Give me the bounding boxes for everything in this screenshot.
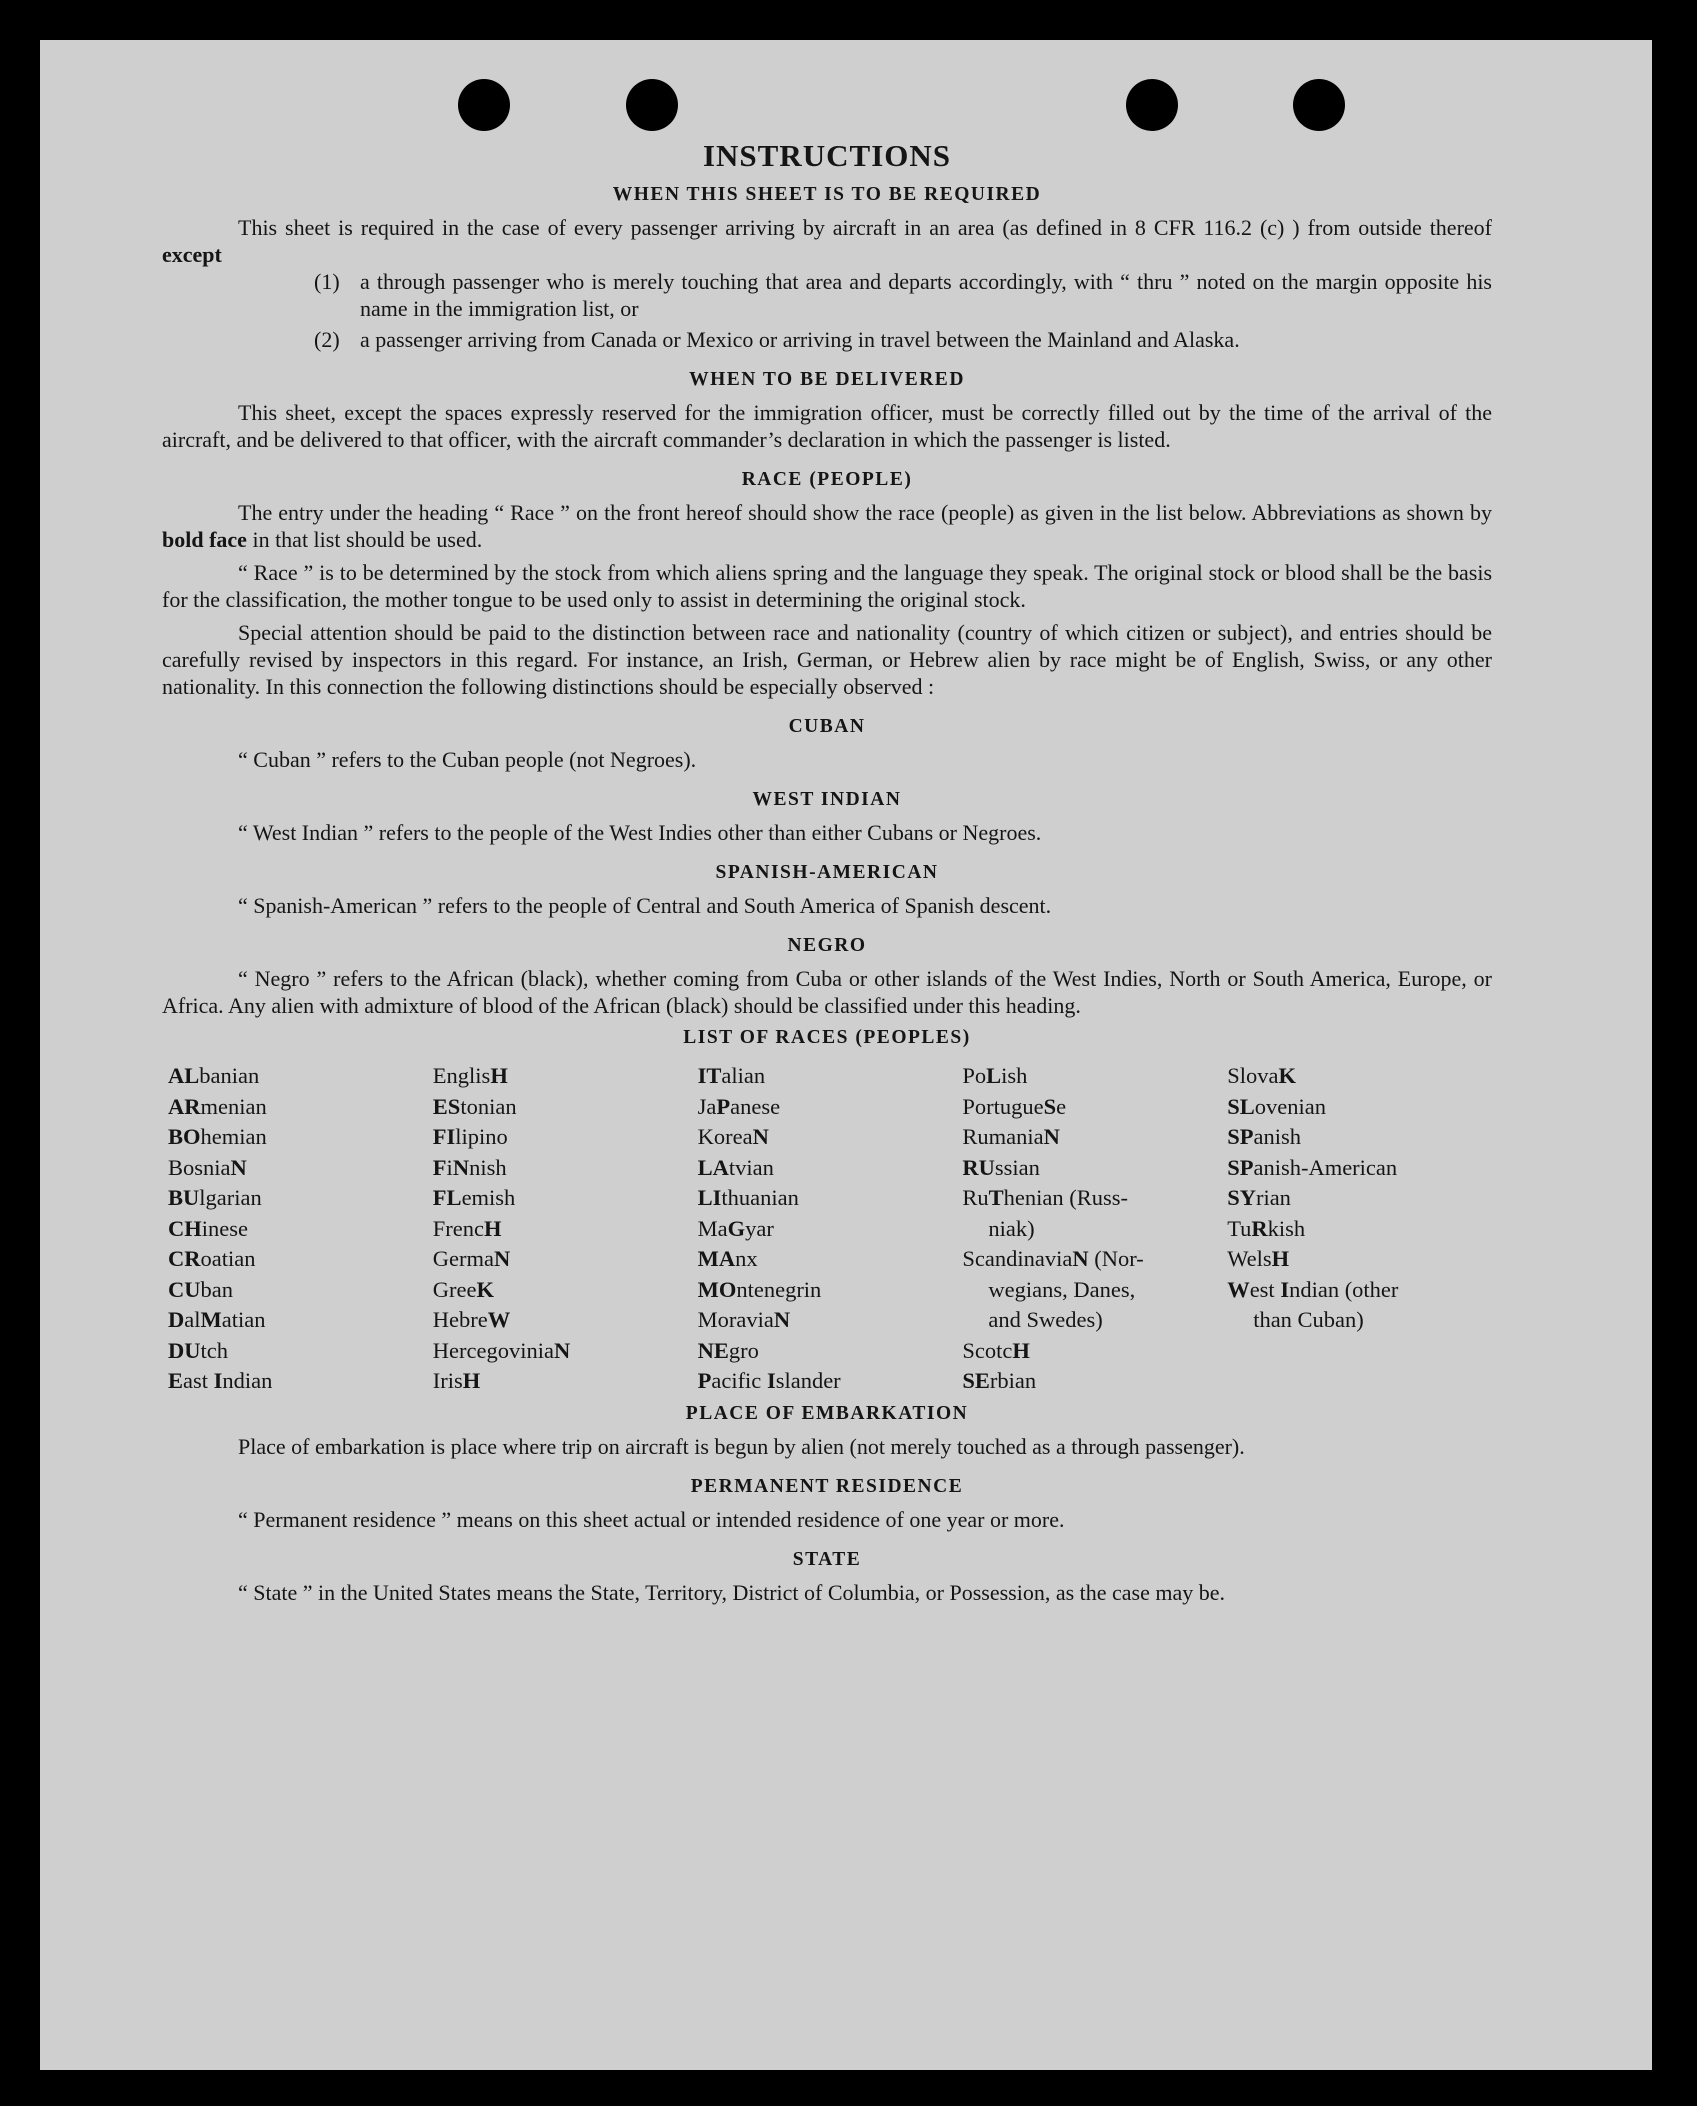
race-entry: HercegoviniaN: [432, 1337, 571, 1363]
race-entry: NEgro: [697, 1337, 759, 1363]
punch-hole: [626, 79, 678, 131]
race-entry: CRoatian: [168, 1246, 256, 1271]
section-heading-required: WHEN THIS SHEET IS TO BE REQUIRED: [612, 184, 1042, 205]
race-entry: WelsH: [1227, 1246, 1290, 1271]
race-entry: ARmenian: [168, 1093, 267, 1119]
race-entry: FIlipino: [432, 1124, 508, 1149]
west-indian-text: “ West Indian ” refers to the people of the West Indies other than either Cubans or Negroes.: [238, 820, 1042, 845]
race-entry: IrisH: [432, 1368, 481, 1393]
section-heading-state: STATE: [792, 1548, 862, 1570]
race-entry: DUtch: [168, 1337, 228, 1363]
race-entry: ScandinaviaN (Nor-: [962, 1246, 1144, 1271]
section-heading-negro: NEGRO: [787, 935, 867, 956]
race-entry: MaGyar: [697, 1215, 774, 1241]
race-entry: KoreaN: [697, 1124, 769, 1149]
section-heading-west-indian: WEST INDIAN: [752, 789, 902, 810]
punch-hole: [1126, 79, 1178, 131]
races-column-5: [1227, 1061, 1492, 1397]
race-entry: PortugueSe: [962, 1093, 1067, 1119]
race-entry: SPanish-American: [1227, 1154, 1398, 1180]
race-entry: GreeK: [432, 1276, 495, 1302]
cuban-text: “ Cuban ” refers to the Cuban people (not Negroes).: [238, 747, 697, 772]
state-text: “ State ” in the United States means the State, Territory, District of Columbia, or Possession, as the case may be.: [238, 1579, 1226, 1605]
race-entry: SlovaK: [1227, 1063, 1296, 1088]
race-entry: BosniaN: [168, 1154, 247, 1180]
race-entry: EStonian: [432, 1093, 517, 1119]
exception-item-1: (1) a through passenger who is merely touching that area and departs accordingly, with “ thru ” noted on the margin opposite his name in the immigration list, or: [314, 269, 1492, 321]
spanish-american-text: “ Spanish-American ” refers to the people of Central and South America of Spanish descent.: [238, 893, 1052, 918]
section-heading-residence: PERMANENT RESIDENCE: [690, 1475, 964, 1497]
race-entry: ALbanian: [168, 1063, 260, 1088]
races-column-1: [168, 1061, 433, 1397]
race-entry: FiNnish: [432, 1154, 507, 1180]
race-entry: RUssian: [962, 1154, 1040, 1180]
exception-item-2: (2) a passenger arriving from Canada or Mexico or arriving in travel between the Mainland and Alaska.: [314, 327, 1240, 352]
section-heading-delivered: WHEN TO BE DELIVERED: [689, 369, 965, 390]
race-entry: SPanish: [1227, 1124, 1301, 1149]
embarkation-text: Place of embarkation is place where trip on aircraft is begun by alien (not merely touched as a through passenger).: [238, 1433, 1245, 1459]
required-intro: This sheet is required in the case of every passenger arriving by aircraft in an area (as defined in 8 CFR 116.2 (c) ) from outside thereof except: [162, 215, 1492, 267]
race-entry: PoLish: [962, 1063, 1028, 1088]
race-paragraph-1: The entry under the heading “ Race ” on the front hereof should show the race (people) as given in the list below. Abbreviations as shown by bold face in that list should be used.: [162, 500, 1492, 552]
race-entry: MoraviaN: [697, 1307, 791, 1332]
section-heading-cuban: CUBAN: [788, 716, 866, 737]
section-heading-spanish-american: SPANISH-AMERICAN: [715, 862, 939, 883]
race-entry: SLovenian: [1227, 1093, 1326, 1119]
race-entry: RumaniaN: [962, 1124, 1060, 1149]
race-entry: EnglisH: [432, 1063, 508, 1088]
race-entry-continuation: niak): [988, 1215, 1035, 1241]
race-entry: TuRkish: [1227, 1215, 1306, 1241]
race-entry: Pacific Islander: [697, 1368, 841, 1393]
residence-text: “ Permanent residence ” means on this sheet actual or intended residence of one year or more.: [238, 1506, 1065, 1532]
race-entry-continuation: than Cuban): [1253, 1307, 1364, 1332]
punch-hole: [458, 79, 510, 131]
race-entry: LIthuanian: [697, 1185, 799, 1210]
race-paragraph-2: “ Race ” is to be determined by the stock from which aliens spring and the language they speak. The original stock or blood shall be the basis for the classification, the mother tongue to be used only to assist in determining the original stock.: [162, 560, 1492, 612]
races-list-heading: LIST OF RACES (PEOPLES): [683, 1027, 971, 1048]
race-entry: LAtvian: [697, 1154, 774, 1180]
race-entry: SErbian: [962, 1368, 1037, 1393]
negro-text: “ Negro ” refers to the African (black), whether coming from Cuba or other islands of the West Indies, North or South America, Europe, or Africa. Any alien with admixture of blood of the African (black) should be classified under this heading.: [162, 966, 1492, 1018]
race-entry: MOntenegrin: [697, 1276, 822, 1302]
race-entry: RuThenian (Russ-: [962, 1185, 1129, 1210]
race-entry: GermaN: [432, 1246, 511, 1271]
race-entry: DalMatian: [168, 1307, 266, 1332]
race-entry-continuation: and Swedes): [988, 1307, 1103, 1332]
section-heading-embarkation: PLACE OF EMBARKATION: [685, 1402, 969, 1424]
section-heading-race: RACE (PEOPLE): [741, 469, 913, 490]
race-entry: CHinese: [168, 1215, 248, 1241]
races-list: [162, 1061, 1492, 1397]
punch-hole: [1293, 79, 1345, 131]
instructions-text: [162, 138, 1492, 1606]
races-column-4: [962, 1061, 1227, 1397]
race-entry: HebreW: [432, 1307, 511, 1332]
race-entry: FLemish: [432, 1185, 516, 1210]
race-entry: FrencH: [432, 1215, 502, 1241]
race-entry: MAnx: [697, 1246, 758, 1271]
page-title: INSTRUCTIONS: [702, 138, 951, 173]
race-entry: BOhemian: [168, 1124, 267, 1149]
race-entry: ITalian: [697, 1063, 766, 1088]
race-entry: East Indian: [168, 1368, 273, 1393]
race-entry-continuation: wegians, Danes,: [988, 1276, 1136, 1302]
race-entry: West Indian (other: [1227, 1276, 1399, 1302]
race-entry: SYrian: [1227, 1185, 1291, 1210]
races-column-2: [433, 1061, 698, 1397]
race-paragraph-3: Special attention should be paid to the distinction between race and nationality (country of which citizen or subject), and entries should be carefully revised by inspectors in this regard. For instance, an Irish, German, or Hebrew alien by race might be of English, Swiss, or any other nationality. In this connection the following distinctions should be especially observed :: [162, 620, 1492, 699]
race-entry: CUban: [168, 1276, 233, 1302]
race-entry: ScotcH: [962, 1337, 1030, 1363]
races-column-3: [698, 1061, 963, 1397]
delivered-text: This sheet, except the spaces expressly reserved for the immigration officer, must be correctly filled out by the time of the arrival of the aircraft, and be delivered to that officer, with the aircraft commander’s declaration in which the passenger is listed.: [162, 400, 1492, 452]
race-entry: BUlgarian: [168, 1185, 262, 1210]
race-entry: JaPanese: [697, 1093, 781, 1119]
